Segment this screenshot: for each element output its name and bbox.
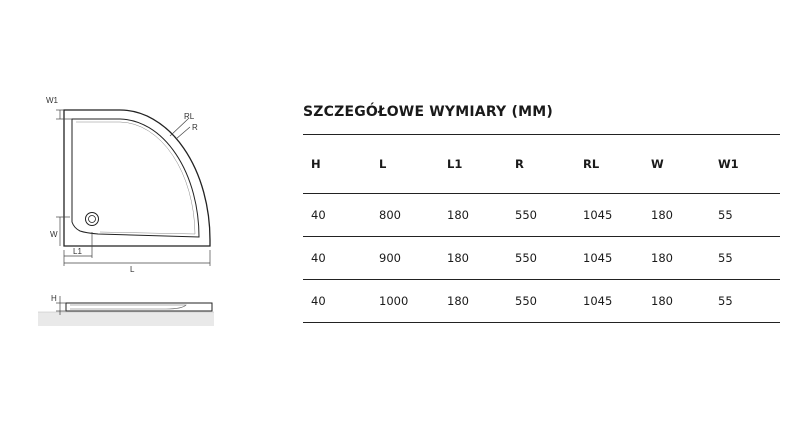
table-cell: 1045 (575, 280, 643, 323)
drain-outer (86, 213, 99, 226)
column-header-rl: RL (575, 135, 643, 194)
table-row (303, 237, 780, 280)
l-label: L (130, 265, 135, 274)
h-label: H (51, 294, 57, 303)
technical-drawing (0, 0, 300, 441)
rl-label: RL (184, 112, 195, 121)
table-cell: 180 (439, 194, 507, 237)
table-cell: 550 (507, 280, 575, 323)
dimension-lines (56, 110, 210, 266)
table-row (303, 280, 780, 323)
column-header-r: R (507, 135, 575, 194)
r-label: R (192, 123, 198, 132)
table-cell: 1000 (371, 280, 439, 323)
tray-side-view (38, 296, 214, 326)
drain-inner (89, 216, 96, 223)
column-header-w: W (643, 135, 710, 194)
table-cell: 180 (439, 280, 507, 323)
table-cell: 900 (371, 237, 439, 280)
table-cell: 40 (303, 237, 371, 280)
column-header-l1: L1 (439, 135, 507, 194)
column-header-w1: W1 (710, 135, 780, 194)
section-title: SZCZEGÓŁOWE WYMIARY (MM) (303, 104, 553, 120)
w1-label: W1 (46, 96, 58, 105)
table-header-row (303, 135, 780, 194)
table-cell: 55 (710, 194, 780, 237)
table-cell: 550 (507, 237, 575, 280)
table-cell: 180 (643, 237, 710, 280)
table-cell: 1045 (575, 194, 643, 237)
tray-inner-outline (72, 119, 199, 237)
tray-profile (66, 303, 212, 311)
floor-surface (38, 312, 214, 326)
table-cell: 180 (643, 280, 710, 323)
column-header-h: H (303, 135, 371, 194)
dimensions-table (303, 134, 780, 323)
table-row (303, 194, 780, 237)
table-cell: 55 (710, 280, 780, 323)
table-cell: 40 (303, 194, 371, 237)
l1-label: L1 (73, 247, 82, 256)
column-header-l: L (371, 135, 439, 194)
table-cell: 40 (303, 280, 371, 323)
tray-top-view (64, 110, 210, 246)
table-cell: 1045 (575, 237, 643, 280)
table-cell: 800 (371, 194, 439, 237)
table-cell: 550 (507, 194, 575, 237)
table-cell: 180 (643, 194, 710, 237)
table-cell: 55 (710, 237, 780, 280)
table-cell: 180 (439, 237, 507, 280)
dimensions-section (303, 100, 780, 323)
w-label: W (50, 230, 58, 239)
